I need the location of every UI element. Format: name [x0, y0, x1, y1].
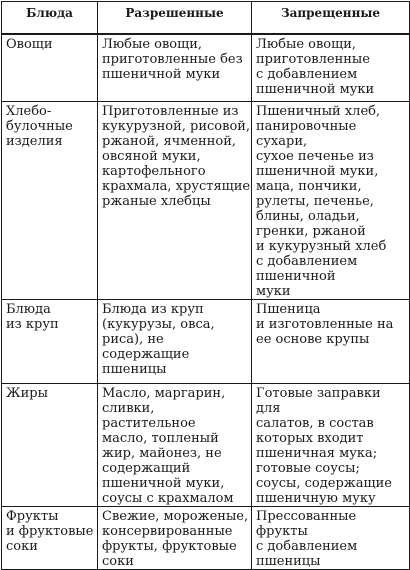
forbidden-cell: Прессованные фрукты с добавлением пшеницы	[252, 506, 410, 569]
dish-cell: Овощи	[2, 34, 98, 101]
forbidden-cell: Любые овощи, приготовленные с добавлением пшеничной муки	[252, 34, 410, 101]
dish-cell: Блюда из круп	[2, 299, 98, 383]
dish-cell: Жиры	[2, 383, 98, 506]
table-row	[2, 34, 410, 101]
dish-cell: Фрукты и фруктовые соки	[2, 506, 98, 569]
dish-cell: Хлебо- булочные изделия	[2, 101, 98, 299]
header-forbidden: Запрещенные	[252, 2, 410, 35]
header-row	[2, 2, 410, 35]
allowed-cell: Блюда из круп (кукурузы, овса, риса), не содержащие пшеницы	[98, 299, 252, 383]
forbidden-cell: Пшеничный хлеб, панировочные сухари, сухое печенье из пшеничной муки, маца, пончики, рулеты, печенье, блины, оладьи, гренки, ржаной и кукурузный хлеб с добавлением пшеничной муки	[252, 101, 410, 299]
header-allowed: Разрешенные	[98, 2, 252, 35]
table-row	[2, 101, 410, 299]
header-dishes: Блюда	[2, 2, 98, 35]
diet-table	[1, 1, 410, 570]
table-row	[2, 299, 410, 383]
allowed-cell: Свежие, мороженые, консервированные фрукты, фруктовые соки	[98, 506, 252, 569]
allowed-cell: Приготовленные из кукурузной, рисовой, ржаной, ячменной, овсяной муки, картофельного крахмала, хрустящие ржаные хлебцы	[98, 101, 252, 299]
table-row	[2, 383, 410, 506]
table-row	[2, 506, 410, 569]
forbidden-cell: Пшеница и изготовленные на ее основе крупы	[252, 299, 410, 383]
forbidden-cell: Готовые заправки для салатов, в состав которых входит пшеничная мука; готовые соусы; соусы, содержащие пшеничную муку	[252, 383, 410, 506]
allowed-cell: Любые овощи, приготовленные без пшеничной муки	[98, 34, 252, 101]
allowed-cell: Масло, маргарин, сливки, растительное масло, топленый жир, майонез, не содержащий пшеничной муки, соусы с крахмалом	[98, 383, 252, 506]
